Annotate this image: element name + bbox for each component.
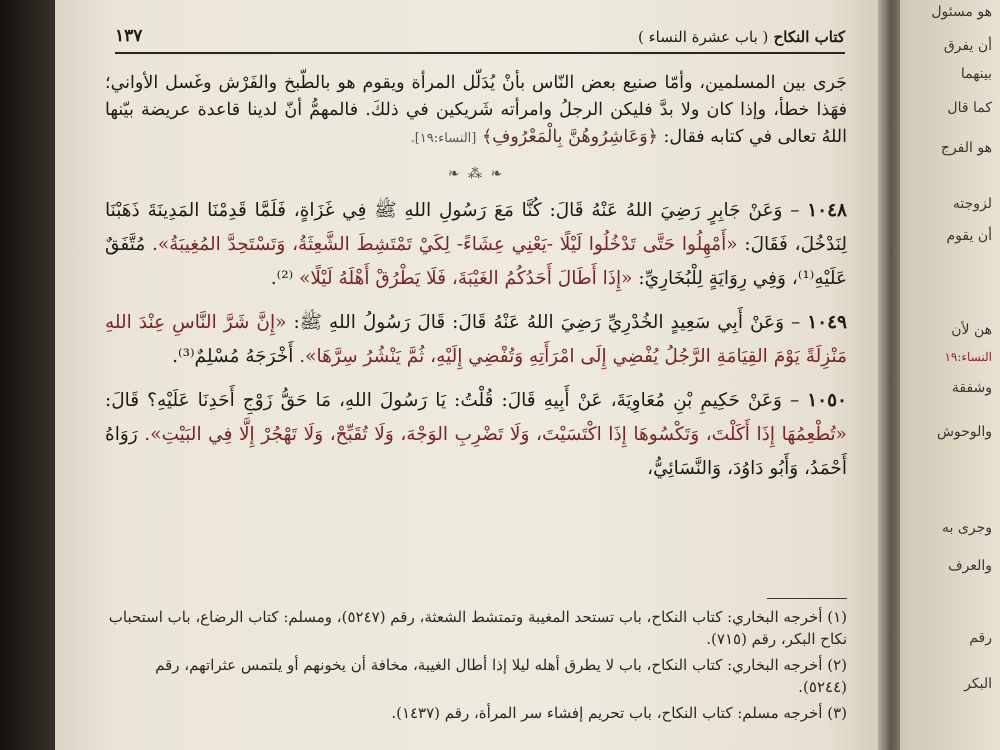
hadith-quote: «إِنَّ شَرَّ النَّاسِ عِنْدَ اللهِ مَنْزِلَةً يَوْمَ القِيَامَةِ الرَّجُلُ يُفْضِي إِلَى امْرَأَتِهِ وَتُفْضِي إِلَيْهِ، ثُمَّ يَنْشُرُ سِرَّهَا».: [105, 312, 847, 367]
hadith-number: ١٠٤٩: [807, 312, 847, 333]
next-page-line: النساء:١٩: [944, 350, 992, 364]
book-shadow-left: [0, 0, 60, 750]
hadith-1048: [105, 194, 847, 296]
hadith-text: – وَعَنْ حَكِيمِ بْنِ مُعَاوِيَةَ، عَنْ أَبِيهِ قَالَ: قُلْتُ: يَا رَسُولَ اللهِ، مَا حَقُّ زَوْجِ أَحَدِنَا عَلَيْهِ؟ قَالَ:: [105, 390, 800, 411]
adjacent-page: [900, 0, 1000, 750]
next-page-line: هن لأن: [951, 322, 992, 338]
page-number: ١٣٧: [115, 26, 143, 46]
hadith-quote: «تُطْعِمُهَا إِذَا أَكَلْتَ، وَتَكْسُوهَا إِذَا اكْتَسَيْتَ، وَلَا تَضْرِبِ الوَجْهَ، وَلَا تُقَبِّحْ، وَلَا تَهْجُرْ إِلَّا فِي البَيْتِ».: [144, 424, 847, 445]
hadith-number: ١٠٤٨: [807, 200, 847, 221]
next-page-line: لزوجته: [952, 196, 992, 212]
hadith-quote-2: «إِذَا أَطَالَ أَحَدُكُمُ الغَيْبَةَ، فَلَا يَطْرُقْ أَهْلَهُ لَيْلًا»: [299, 268, 633, 289]
hadith-source: رَوَاهُ أَحْمَدُ، وَأَبُو دَاوُدَ، وَالنَّسَائِيُّ،: [105, 424, 847, 479]
chapter-title: [638, 28, 845, 46]
hadith-source: مُتَّفَقٌ عَلَيْهِ⁽¹⁾، وَفِي رِوَايَةٍ لِلْبُخَارِيِّ:: [105, 234, 847, 289]
hadith-quote: «أَمْهِلُوا حَتَّى تَدْخُلُوا لَيْلًا -يَعْنِي عِشَاءً- لِكَيْ تَمْتَشِطَ الشَّعِثَةُ، وَتَسْتَحِدَّ المُغِيبَةُ».: [152, 234, 738, 255]
footnote-2: (٢) أخرجه البخاري: كتاب النكاح، باب لا يطرق أهله ليلا إذا أطال الغيبة، مخافة أن يخونهم أو يلتمس عثراتهم، رقم (٥٢٤٤).: [155, 656, 847, 696]
next-page-line: البكر: [964, 676, 992, 692]
next-page-line: كما قال: [947, 100, 992, 116]
next-page-line: بينهما: [960, 66, 992, 82]
hadith-number: ١٠٥٠: [807, 390, 847, 411]
next-page-line: أن يقوم: [946, 228, 992, 244]
hadith-text: – وَعَنْ أَبِي سَعِيدٍ الخُدْرِيِّ رَضِيَ اللهُ عَنْهُ قَالَ: قَالَ رَسُولُ اللهِ ﷺ:: [293, 312, 801, 333]
chapter-title-main: كتاب النكاح: [773, 28, 845, 46]
next-page-line: هو الفرج: [940, 140, 992, 156]
running-header: [115, 26, 845, 54]
next-page-line: والعرف: [948, 558, 992, 574]
chapter-title-sub: ( باب عشرة النساء ): [637, 28, 769, 46]
footnote-separator: [767, 598, 847, 599]
next-page-line: وشفقة: [951, 380, 992, 396]
footnotes: [105, 606, 847, 728]
footnote-3: (٣) أخرجه مسلم: كتاب النكاح، باب تحريم إفشاء سر المرأة، رقم (١٤٣٧).: [391, 704, 847, 722]
hadith-1050: [105, 384, 847, 486]
hadith-text: – وَعَنْ جَابِرٍ رَضِيَ اللهُ عَنْهُ قَالَ: كُنَّا مَعَ رَسُولِ اللهِ ﷺ فِي غَزَاةٍ، فَلَمَّا قَدِمْنَا المَدِينَةَ ذَهَبْنَا لِنَدْخُلَ، فَقَالَ:: [105, 200, 847, 255]
page-body: [105, 70, 847, 496]
next-page-line: أن يفرق: [943, 38, 992, 54]
next-page-line: وجرى به: [942, 520, 992, 536]
hadith-footnote-mark: ⁽²⁾.: [270, 268, 294, 289]
hadith-source: أَخْرَجَهُ مُسْلِمٌ⁽³⁾.: [172, 346, 294, 367]
next-page-line: هو مسئول: [931, 4, 992, 20]
quran-verse: ﴿وَعَاشِرُوهُنَّ بِالْمَعْرُوفِ﴾: [481, 127, 658, 147]
intro-text: جَرى بين المسلمين، وأمّا صنيع بعض النّاس بأنْ يُدَلّل المرأة ويقوم هو بالطّبخ والفَرْش وغَسل الأواني؛ فهَذا خطأ، وإذا كان ولا بدَّ فليكن الرجلُ وامرأته شَريكين في ذلكَ. فالمهمُّ أنّ لدينا قاعدة عريضة بيّنها اللهُ تعالى في كتابه فقال:: [105, 73, 847, 147]
next-page-line: والوحوش: [936, 424, 992, 440]
footnote-1: (١) أخرجه البخاري: كتاب النكاح، باب تستحد المغيبة وتمتشط الشعثة، رقم (٥٢٤٧)، ومسلم: كتاب الرضاع، باب استحباب نكاح البكر، رقم (٧١٥).: [108, 608, 847, 648]
intro-paragraph: [105, 70, 847, 152]
verse-reference: [النساء:١٩].: [410, 131, 477, 146]
ornamental-divider: ❧ ⁂ ❧: [447, 166, 505, 182]
hadith-1049: [105, 306, 847, 374]
next-page-line: رقم: [969, 630, 992, 646]
book-page: [55, 0, 895, 750]
